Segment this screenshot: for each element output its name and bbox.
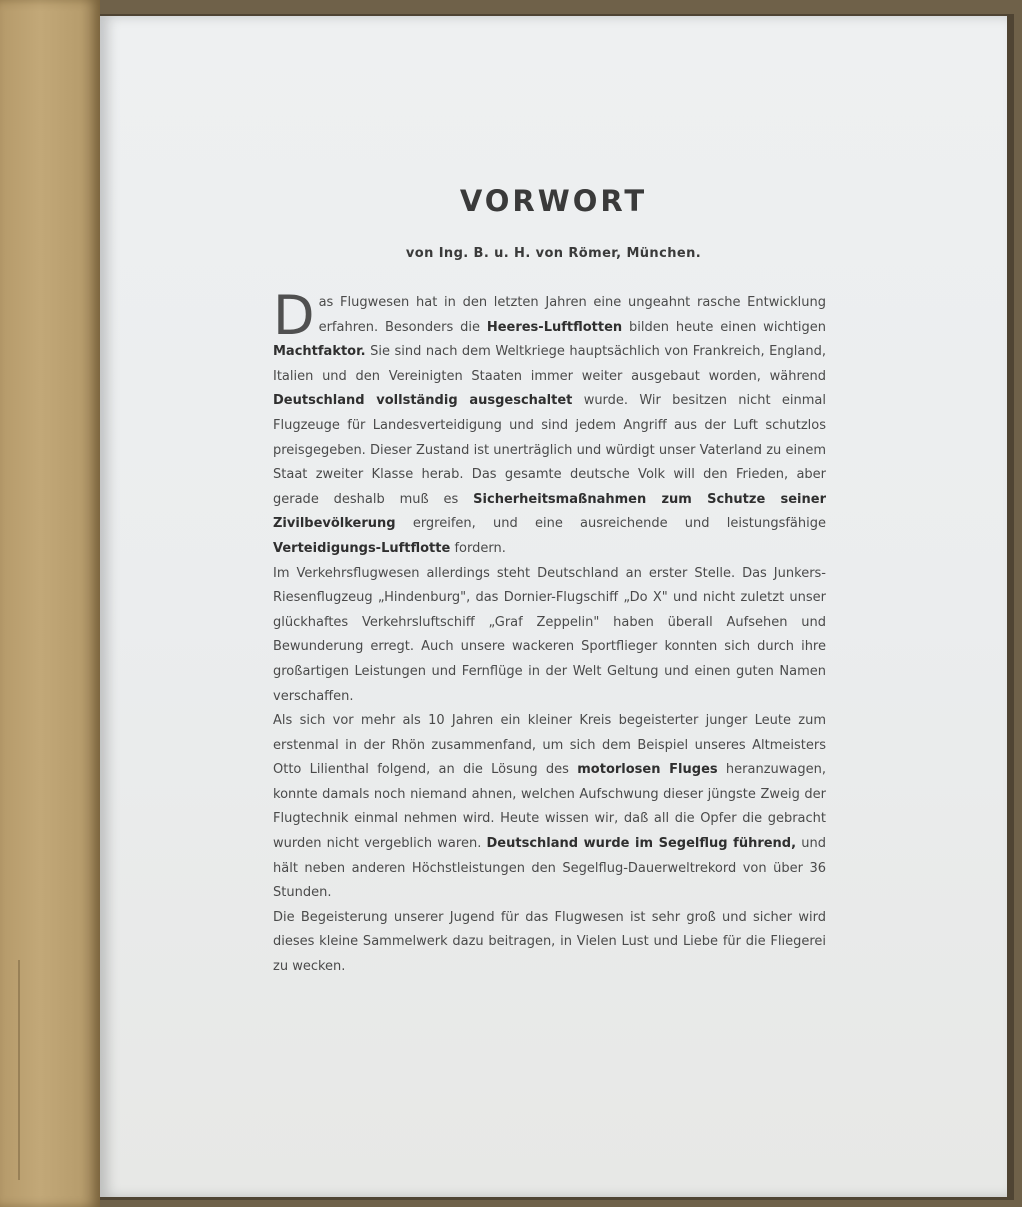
- text-run: Im Verkehrsflugwesen allerdings steht Deutschland an erster Stelle. Das Junkers-Riesenflugzeug „Hindenburg", das Dornier-Flugschiff „Do X" und nicht zuletzt unser glückhaftes Verkehrsluftschiff „Graf Zeppelin" haben überall Aufsehen und Bewunderung erregt. Auch unsere wackeren Sportflieger konnten sich durch ihre großartigen Leistungen und Fernflüge in der Welt Geltung und einen guten Namen verschaffen.: [273, 565, 826, 704]
- cover-crease: [18, 960, 20, 1180]
- page: [100, 16, 1007, 1197]
- text-run: as Flugwesen hat in den letzten Jahren eine ungeahnt rasche Entwicklung erfahren. Besonders die: [318, 295, 826, 335]
- bold-text: Sicherheitsmaßnahmen zum Schutze seiner Zivilbevölkerung: [273, 491, 826, 532]
- text-run: heranzuwagen, konnte damals noch niemand ahnen, welchen Aufschwung dieser jüngste Zweig der Flugtechnik einmal nehmen wird. Heute wissen wir, daß all die Opfer die gebracht wurden nicht vergeblich waren.: [273, 762, 826, 852]
- text-run: fordern.: [450, 540, 506, 556]
- bold-text: Machtfaktor.: [273, 344, 366, 360]
- page-subtitle: von Ing. B. u. H. von Römer, München.: [405, 246, 702, 261]
- text-run: und hält neben anderen Höchstleistungen den Segelflug-Dauerweltrekord von über 36 Stunden.: [273, 836, 826, 901]
- paragraph: [273, 709, 826, 906]
- front-cover: [0, 0, 100, 1207]
- text-run: Die Begeisterung unserer Jugend für das Flugwesen ist sehr groß und sicher wird dieses kleine Sammelwerk dazu beitragen, in Vielen Lust und Liebe für die Fliegerei zu wecken.: [273, 909, 826, 975]
- bold-text: Heeres-Luftflotten: [486, 319, 623, 335]
- text-run: wurde. Wir besitzen nicht einmal Flugzeuge für Landesverteidigung und sind jedem Angriff aus der Luft schutzlos preisgegeben. Dieser Zustand ist unerträglich und würdigt unser Vaterland zu einem Staat zweiter Klasse herab. Das gesamte deutsche Volk will den Frieden, aber gerade deshalb muß es: [273, 393, 827, 507]
- bold-text: Verteidigungs-Luftflotte: [273, 540, 451, 556]
- bold-text: motorlosen Fluges: [577, 762, 718, 778]
- paragraph: [273, 562, 826, 710]
- body-text: [273, 284, 827, 980]
- text-run: ergreifen, und eine ausreichende und leistungsfähige: [395, 516, 826, 532]
- drop-cap: D: [273, 284, 315, 347]
- paragraph: [273, 284, 827, 562]
- bold-text: Deutschland wurde im Segelflug führend,: [486, 836, 797, 852]
- text-run: Als sich vor mehr als 10 Jahren ein kleiner Kreis begeisterter junger Leute zum erstenmal in der Rhön zusammenfand, um sich dem Beispiel unseres Altmeisters Otto Lilienthal folgend, an die Lösung des: [273, 713, 826, 778]
- text-run: Sie sind nach dem Weltkriege hauptsächlich von Frankreich, England, Italien und den Vereinigten Staaten immer weiter ausgebaut worden, während: [273, 344, 826, 384]
- bold-text: Deutschland vollständig ausgeschaltet: [273, 393, 573, 409]
- paragraph: [273, 906, 826, 980]
- text-run: bilden heute einen wichtigen: [622, 319, 827, 335]
- page-title: VORWORT: [459, 184, 648, 218]
